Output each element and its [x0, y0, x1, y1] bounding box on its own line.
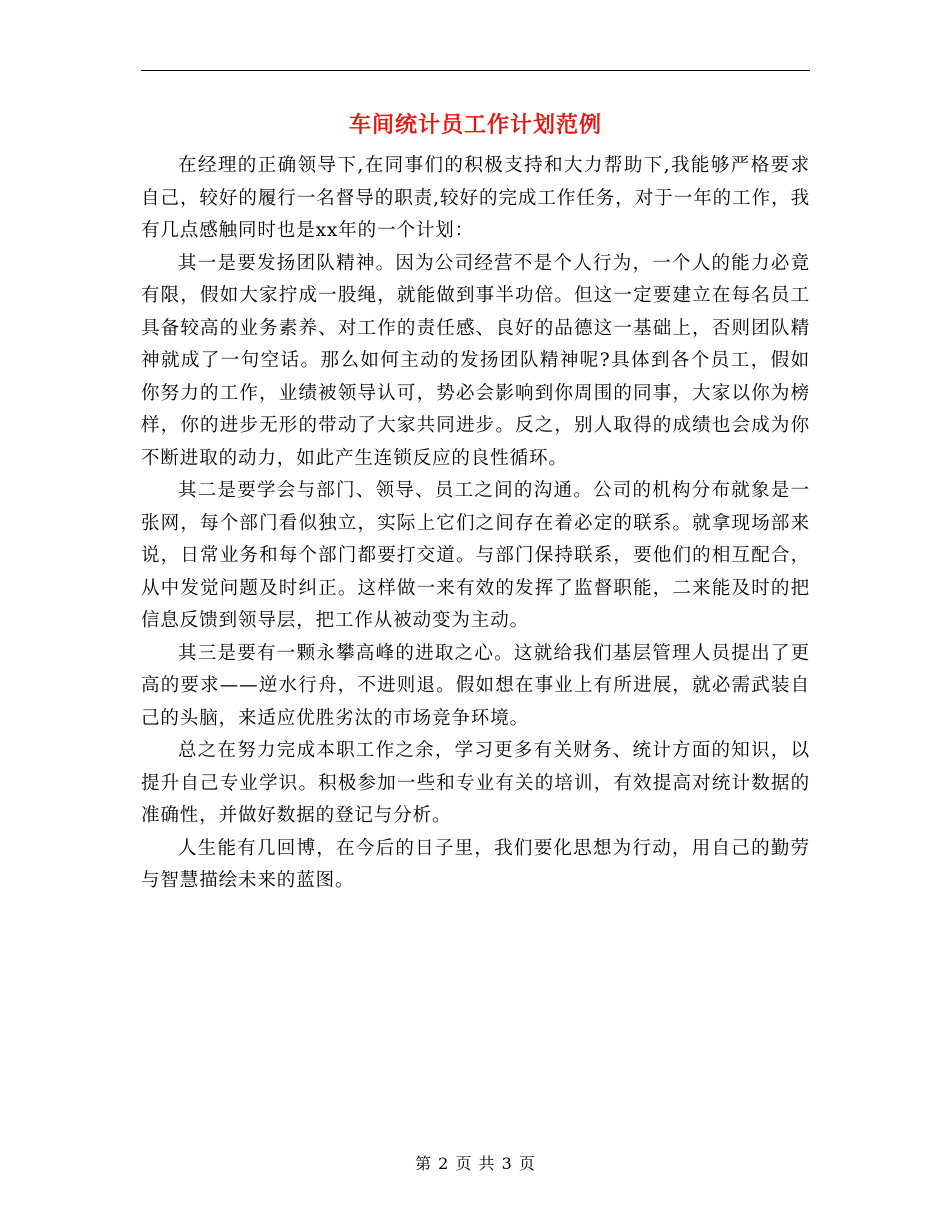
paragraph-summary: 总之在努力完成本职工作之余，学习更多有关财务、统计方面的知识，以提升自己专业学识。积极参加一些和专业有关的培训，有效提高对统计数据的准确性，并做好数据的登记与分析。: [141, 740, 810, 826]
page-footer: [141, 1153, 810, 1175]
header-rule: [141, 70, 810, 71]
paragraph-ambition: 其三是要有一颗永攀高峰的进取之心。这就给我们基层管理人员提出了更高的要求——逆水行舟，不进则退。假如想在事业上有所进展，就必需武装自己的头脑，来适应优胜劣汰的市场竞争环境。: [141, 642, 810, 729]
page-number-label: 第 2 页 共 3 页: [415, 1154, 536, 1173]
paragraph-intro: 在经理的正确领导下,在同事们的积极支持和大力帮助下,我能够严格要求自己，较好的履行一名督导的职责,较好的完成工作任务，对于一年的工作，我有几点感触同时也是xx年的一个计划：: [141, 155, 810, 241]
document-body: [141, 150, 810, 898]
paragraph-communication: 其二是要学会与部门、领导、员工之间的沟通。公司的机构分布就象是一张网，每个部门看似独立，实际上它们之间存在着必定的联系。就拿现场部来说，日常业务和每个部门都要打交道。与部门保持联系，要他们的相互配合，从中发觉问题及时纠正。这样做一来有效的发挥了监督职能，二来能及时的把信息反馈到领导层，把工作从被动变为主动。: [141, 480, 810, 631]
paragraph-teamwork: 其一是要发扬团队精神。因为公司经营不是个人行为，一个人的能力必竟有限，假如大家拧成一股绳，就能做到事半功倍。但这一定要建立在每名员工具备较高的业务素养、对工作的责任感、良好的品德这一基础上，否则团队精神就成了一句空话。那么如何主动的发扬团队精神呢?具体到各个员工，假如你努力的工作，业绩被领导认可，势必会影响到你周围的同事，大家以你为榜样，你的进步无形的带动了大家共同进步。反之，别人取得的成绩也会成为你不断进取的动力，如此产生连锁反应的良性循环。: [141, 252, 810, 469]
document-title: 车间统计员工作计划范例: [348, 112, 602, 138]
paragraph-closing: 人生能有几回博，在今后的日子里，我们要化思想为行动，用自己的勤劳与智慧描绘未来的蓝图。: [141, 837, 810, 891]
